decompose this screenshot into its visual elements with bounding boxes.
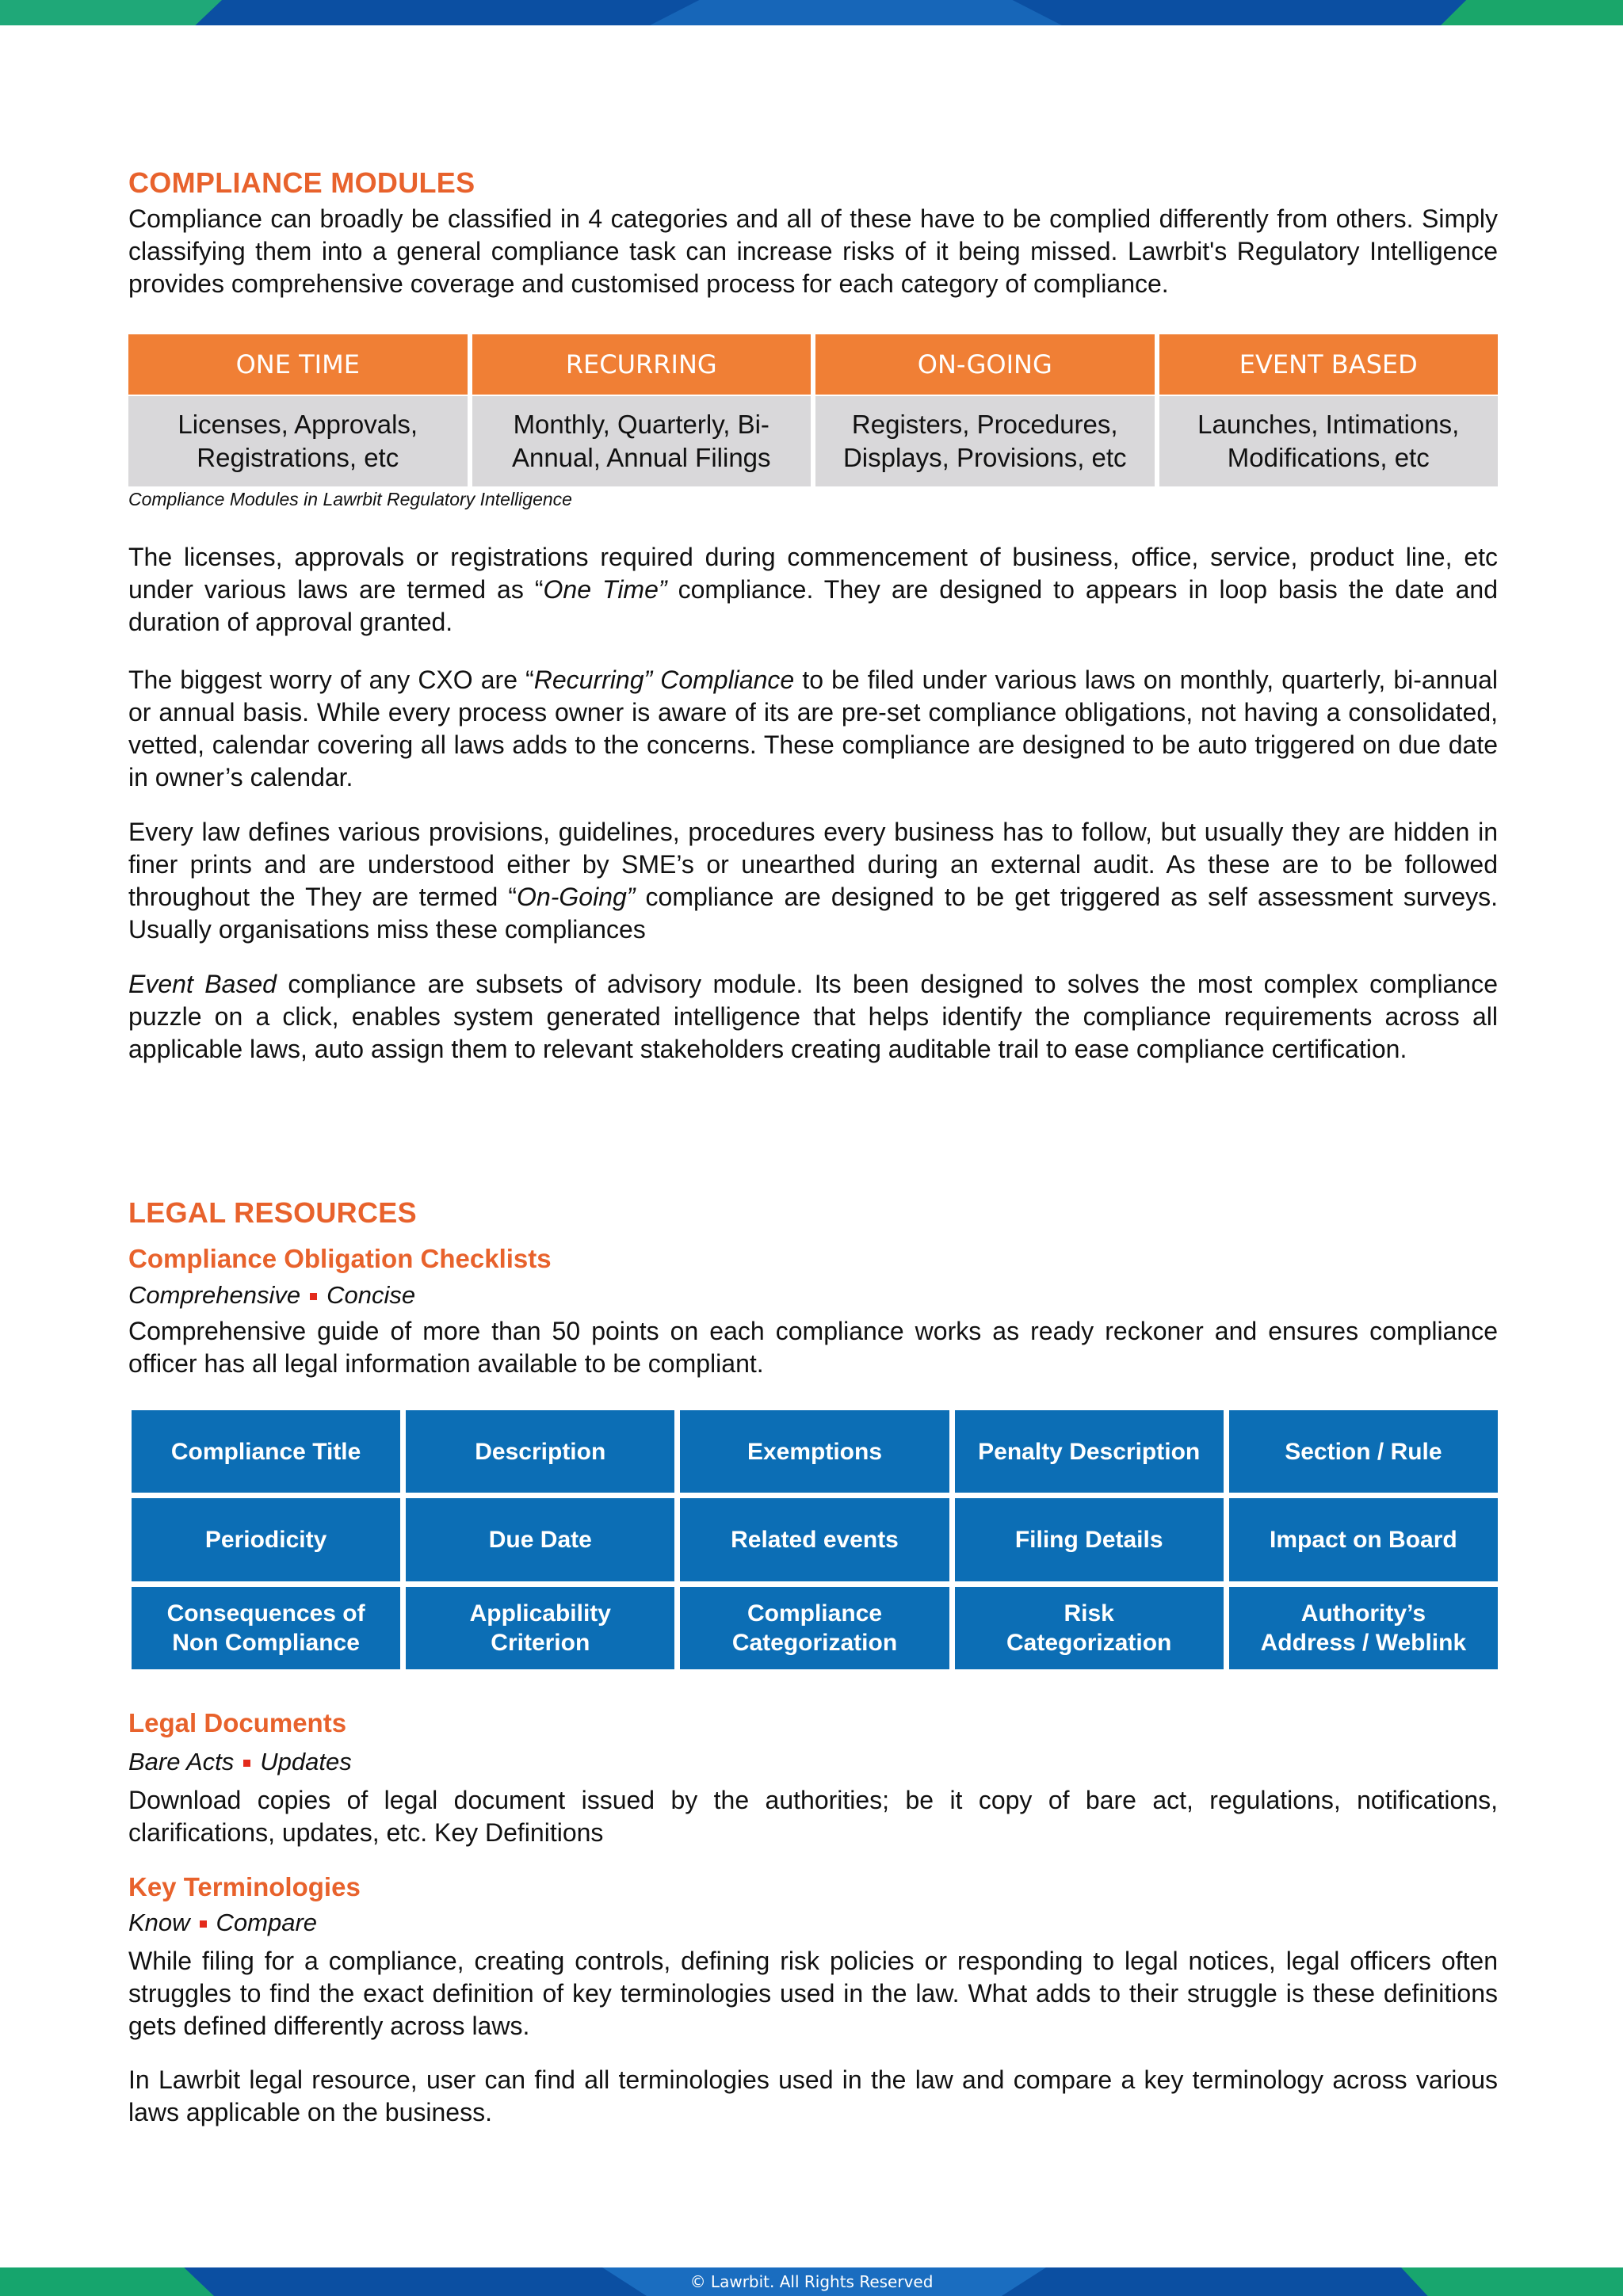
copyright-text: © Lawrbit. All Rights Reserved (689, 2272, 934, 2291)
checklists-tag-concise: Concise (327, 1281, 416, 1309)
header-band-light-accent (650, 0, 1062, 25)
module-description: Monthly, Quarterly, Bi-Annual, Annual Filings (472, 396, 812, 486)
checklists-title: Compliance Obligation Checklists (128, 1244, 552, 1273)
module-description: Licenses, Approvals, Registrations, etc (128, 396, 468, 486)
event-based-paragraph (128, 968, 1498, 1066)
compliance-modules-title: COMPLIANCE MODULES (128, 166, 475, 199)
header-band (0, 0, 1623, 25)
one-time-paragraph (128, 541, 1498, 639)
event-based-term: Event Based (128, 970, 277, 998)
checklist-item: Consequences of Non Compliance (132, 1587, 400, 1669)
legal-resources-title: LEGAL RESOURCES (128, 1196, 417, 1229)
checklist-item: Section / Rule (1229, 1410, 1498, 1493)
module-column-on-going (815, 334, 1155, 486)
event-based-text-after: compliance are subsets of advisory module. Its been designed to solves the most complex compliance puzzle on a click, enables system generated intelligence that helps identify the compliance requirements across all applicable laws, auto assign them to relevant stakeholders creating auditable trail to ease compliance certification. (128, 970, 1499, 1063)
checklist-item: Filing Details (955, 1498, 1224, 1581)
checklist-item: Due Date (406, 1498, 674, 1581)
recurring-term: Recurring” Compliance (533, 666, 795, 694)
legal-documents-title: Legal Documents (128, 1708, 347, 1737)
checklist-item: Compliance Categorization (680, 1587, 949, 1669)
recurring-paragraph (128, 664, 1498, 794)
checklist-item: Risk Categorization (955, 1587, 1224, 1669)
ongoing-text-after: compliance are designed to be get triggered as self assessment surveys. Usually organisations miss these compliances (128, 883, 1499, 944)
key-terminologies-paragraph-1: While filing for a compliance, creating controls, defining risk policies or responding to legal notices, legal officers often struggles to find the exact definition of key terminologies used in the law. What adds to their struggle is these definitions gets defined differently across laws. (128, 1947, 1498, 2040)
documents-tag-bare-acts: Bare Acts (128, 1748, 235, 1775)
checklist-item: Impact on Board (1229, 1498, 1498, 1581)
compliance-modules-intro: Compliance can broadly be classified in 4 categories and all of these have to be complied differently from others. Simply classifying them into a general compliance task can increase risks of it being missed. Lawrbit's Regulatory Intelligence provides comprehensive coverage and customised process for each category of compliance. (128, 204, 1498, 298)
ongoing-text-before: Every law defines various provisions, guidelines, procedures every business has to follow, but usually they are hidden in finer prints and are understood either by SME’s or unearthed during an external audit. As these are to be followed throughout the They are termed “ (128, 818, 1498, 911)
module-heading: ON-GOING (815, 334, 1155, 395)
square-bullet-icon (243, 1760, 250, 1767)
module-heading: RECURRING (472, 334, 812, 395)
terminologies-tag-know: Know (128, 1909, 190, 1936)
legal-documents-tagline (128, 1748, 352, 1776)
checklist-item: Authority’s Address / Weblink (1229, 1587, 1498, 1669)
checklist-item: Compliance Title (132, 1410, 400, 1493)
square-bullet-icon (200, 1920, 207, 1928)
checklist-item: Penalty Description (955, 1410, 1224, 1493)
legal-documents-description: Download copies of legal document issued by the authorities; be it copy of bare act, regulations, notifications, clarifications, updates, etc. Key Definitions (128, 1786, 1498, 1847)
header-band-green-left (0, 0, 222, 25)
module-column-one-time (128, 334, 468, 486)
recurring-text-after: to be filed under various laws on monthly, quarterly, bi-annual or annual basis. While every process owner is aware of its are pre-set compliance obligations, not having a consolidated, vetted, calendar covering all laws adds to the concerns. These compliance are designed to be auto triggered on due date in owner’s calendar. (128, 666, 1499, 791)
modules-table-caption: Compliance Modules in Lawrbit Regulatory Intelligence (128, 489, 572, 509)
footer-band (0, 2267, 1623, 2296)
ongoing-term: On-Going” (517, 883, 636, 911)
checklists-tag-comprehensive: Comprehensive (128, 1281, 301, 1309)
checklist-item: Periodicity (132, 1498, 400, 1581)
header-band-green-right (1441, 0, 1623, 25)
module-heading: ONE TIME (128, 334, 468, 395)
documents-tag-updates: Updates (260, 1748, 352, 1775)
checklist-item: Related events (680, 1498, 949, 1581)
recurring-text-before: The biggest worry of any CXO are “ (128, 666, 534, 694)
one-time-text-before: The licenses, approvals or registrations required during commencement of business, office, service, product line, etc under various laws are termed as “ (128, 543, 1498, 604)
key-terminologies-title: Key Terminologies (128, 1872, 361, 1901)
module-description: Launches, Intimations, Modifications, etc (1159, 396, 1499, 486)
ongoing-paragraph (128, 816, 1498, 946)
checklist-item: Applicability Criterion (406, 1587, 674, 1669)
module-column-event-based (1159, 334, 1499, 486)
module-heading: EVENT BASED (1159, 334, 1499, 395)
key-terminologies-tagline (128, 1909, 317, 1937)
one-time-term: One Time” (543, 575, 667, 604)
square-bullet-icon (310, 1293, 317, 1300)
checklist-points-grid (132, 1410, 1498, 1669)
compliance-modules-table (128, 334, 1498, 486)
terminologies-tag-compare: Compare (216, 1909, 318, 1936)
key-terminologies-paragraph-2: In Lawrbit legal resource, user can find all terminologies used in the law and compare a key terminology across various laws applicable on the business. (128, 2065, 1498, 2126)
checklist-item: Description (406, 1410, 674, 1493)
checklist-item: Exemptions (680, 1410, 949, 1493)
checklists-tagline (128, 1281, 415, 1310)
one-time-text-after: compliance. They are designed to appears in loop basis the date and duration of approval granted. (128, 575, 1499, 636)
module-description: Registers, Procedures, Displays, Provisions, etc (815, 396, 1155, 486)
checklists-description: Comprehensive guide of more than 50 points on each compliance works as ready reckoner and ensures compliance officer has all legal information available to be compliant. (128, 1317, 1498, 1378)
module-column-recurring (472, 334, 812, 486)
